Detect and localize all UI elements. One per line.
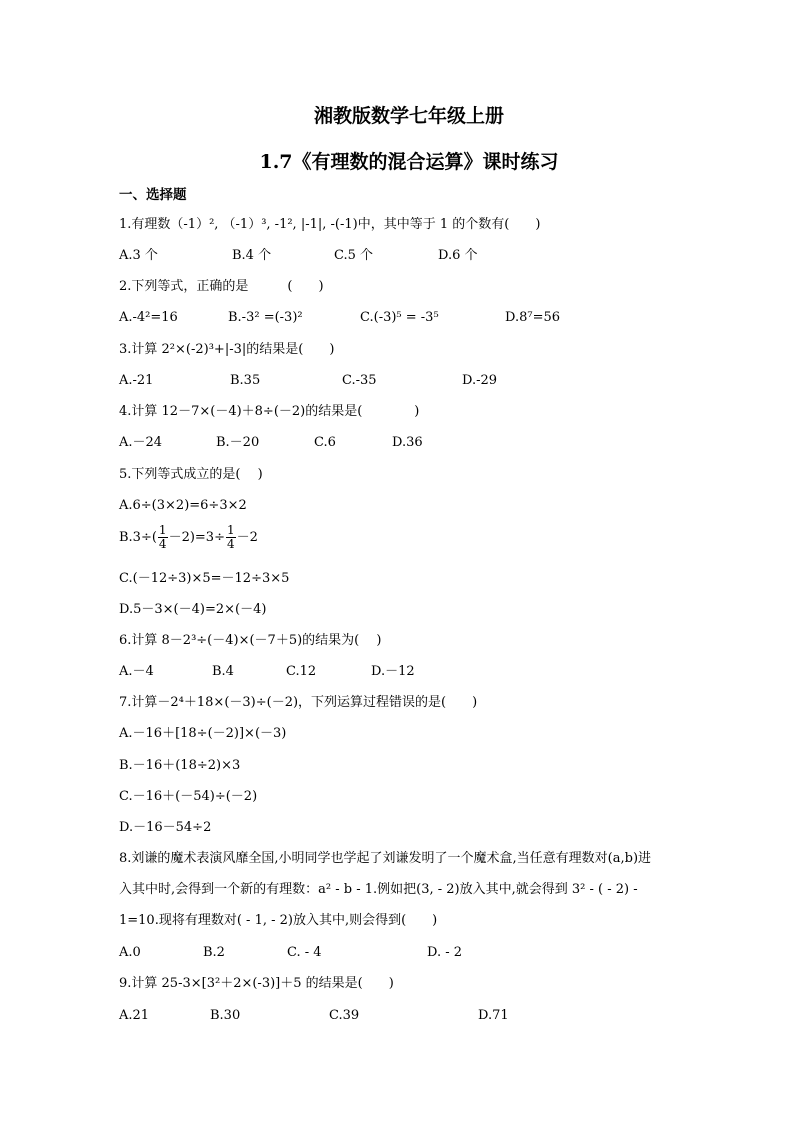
question-6-option-a: A.－4 (119, 664, 154, 679)
question-9-stem: 9.计算 25-3×[3²＋2×(-3)]＋5 的结果是( ) (119, 976, 394, 991)
question-9-option-b: B.30 (210, 1008, 241, 1023)
question-4-stem: 4.计算 12－7×(－4)＋8÷(－2)的结果是( ) (119, 404, 420, 419)
document-subtitle: 1.7《有理数的混合运算》课时练习 (259, 151, 559, 173)
section-heading: 一、选择题 (119, 187, 187, 203)
question-5-option-b (119, 524, 258, 551)
question-7-option-d: D.－16－54÷2 (119, 820, 212, 835)
question-1-option-d: D.6 个 (438, 248, 478, 263)
question-8-option-b: B.2 (203, 945, 225, 960)
question-4-option-c: C.6 (314, 435, 336, 450)
question-6-option-c: C.12 (286, 664, 317, 679)
question-8-stem-line-1: 8.刘谦的魔术表演风靡全国,小明同学也学起了刘谦发明了一个魔术盒,当任意有理数对(a,b)进 (119, 851, 652, 866)
question-5-option-b-mid: －2)=3÷ (168, 530, 225, 545)
question-8-option-a: A.0 (119, 945, 141, 960)
question-7-stem: 7.计算－2⁴＋18×(－3)÷(－2)，下列运算过程错误的是( ) (119, 695, 478, 710)
question-6-stem: 6.计算 8－2³÷(－4)×(－7＋5)的结果为( ) (119, 633, 382, 648)
question-3-option-b: B.35 (230, 373, 261, 388)
fraction-one-quarter: $\frac{1}{4}$ (158, 523, 167, 551)
question-4-option-d: D.36 (392, 435, 423, 450)
question-8-option-c: C. - 4 (287, 945, 322, 960)
question-3-stem: 3.计算 2²×(-2)³+|-3|的结果是( ) (119, 342, 335, 357)
question-3-option-d: D.-29 (462, 373, 498, 388)
question-5-stem: 5.下列等式成立的是( ) (119, 467, 263, 482)
fraction-one-quarter: $\frac{1}{4}$ (226, 523, 235, 551)
question-8-stem-line-3: 1=10.现将有理数对( - 1, - 2)放入其中,则会得到( ) (119, 913, 438, 928)
question-3-option-c: C.-35 (342, 373, 377, 388)
question-8-stem-line-2: 入其中时,会得到一个新的有理数：a² - b - 1.例如把(3, - 2)放入其中,就会得到 3² - ( - 2) - (119, 882, 638, 897)
question-2-option-b: B.-3² =(-3)² (228, 310, 303, 325)
question-2-option-c: C.(-3)⁵ = -3⁵ (360, 310, 439, 325)
question-5-option-d: D.5－3×(－4)=2×(－4) (119, 602, 267, 617)
question-4-option-b: B.－20 (216, 435, 260, 450)
question-1-option-c: C.5 个 (334, 248, 374, 263)
question-9-option-c: C.39 (329, 1008, 360, 1023)
question-7-option-a: A.－16＋[18÷(－2)]×(－3) (119, 726, 287, 741)
question-9-option-a: A.21 (119, 1008, 150, 1023)
question-1-stem: 1.有理数（-1）², （-1）³, -1², |-1|, -(-1)中，其中等于 1 的个数有( ) (119, 217, 541, 232)
question-5-option-b-start: B.3÷( (119, 530, 157, 545)
question-2-option-a: A.-4²=16 (119, 310, 178, 325)
question-1-option-a: A.3 个 (119, 248, 158, 263)
question-4-option-a: A.－24 (119, 435, 163, 450)
question-7-option-c: C.－16＋(－54)÷(－2) (119, 789, 258, 804)
question-5-option-c: C.(－12÷3)×5=－12÷3×5 (119, 571, 290, 586)
question-2-option-d: D.8⁷=56 (505, 310, 561, 325)
document-title: 湘教版数学七年级上册 (313, 105, 504, 127)
question-1-option-b: B.4 个 (232, 248, 272, 263)
question-8-option-d: D. - 2 (427, 945, 463, 960)
question-7-option-b: B.－16＋(18÷2)×3 (119, 758, 241, 773)
question-3-option-a: A.-21 (119, 373, 154, 388)
question-9-option-d: D.71 (478, 1008, 509, 1023)
question-6-option-d: D.－12 (371, 664, 415, 679)
question-5-option-b-end: －2 (236, 530, 258, 545)
question-5-option-a: A.6÷(3×2)=6÷3×2 (119, 498, 247, 513)
question-6-option-b: B.4 (212, 664, 234, 679)
question-2-stem: 2.下列等式，正确的是 ( ) (119, 279, 324, 294)
